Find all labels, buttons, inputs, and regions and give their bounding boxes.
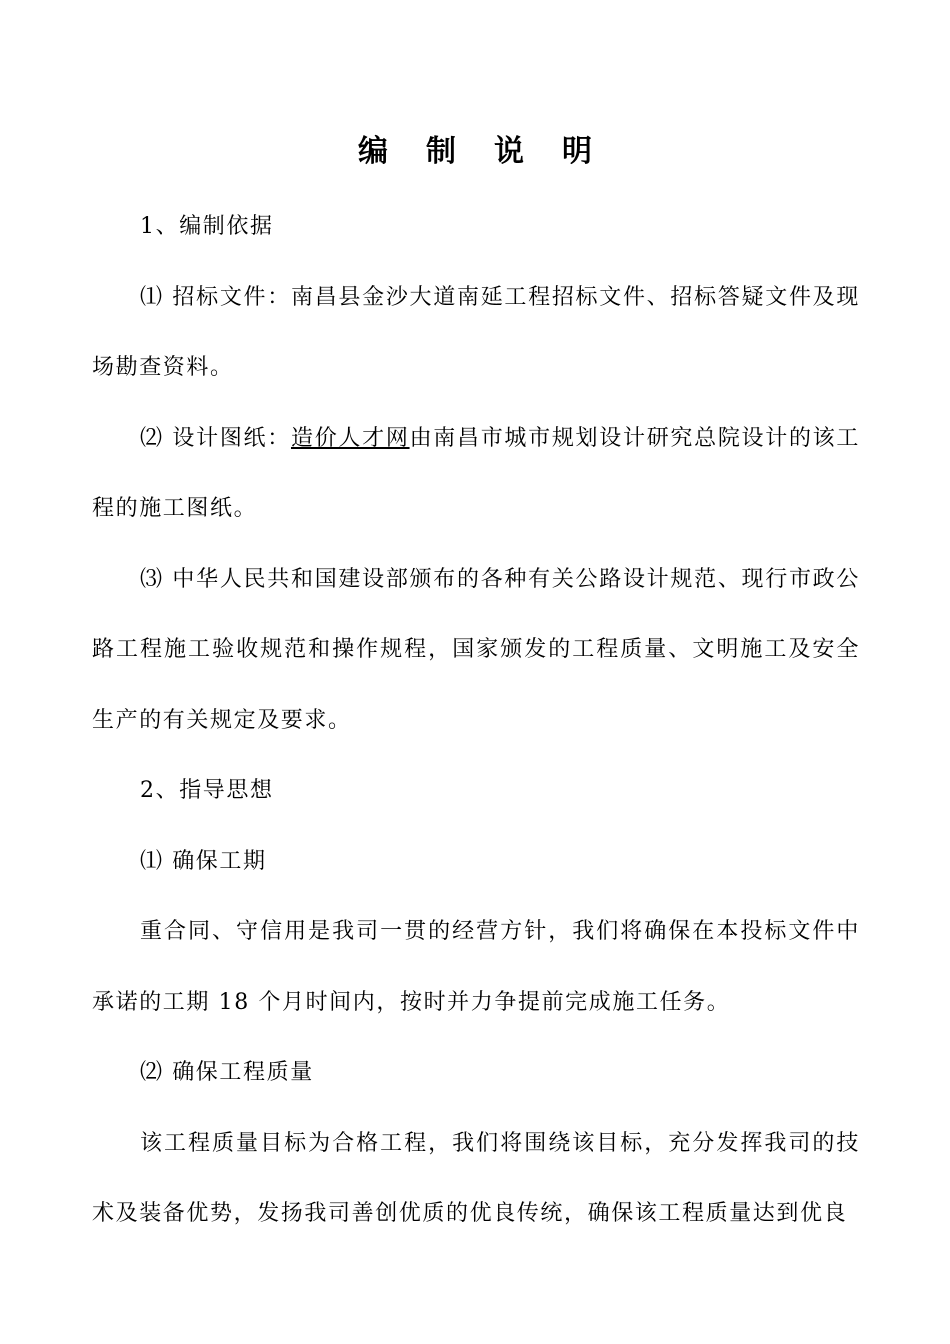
document-title: 编制说明 (358, 134, 630, 169)
subheading-quality: ⑵ 确保工程质量 (140, 1060, 314, 1085)
subheading-schedule: ⑴ 确保工期 (140, 848, 267, 874)
design-drawings-suffix: 由南昌市城市规划设计研究总院设计的该工程的施工图纸。 (92, 425, 860, 521)
cost-talent-link[interactable]: 造价人才网 (290, 425, 410, 451)
section-heading-basis: 1、编制依据 (140, 214, 274, 239)
document-body (92, 192, 860, 1250)
paragraph-tender-documents: ⑴ 招标文件：南昌县金沙大道南延工程招标文件、招标答疑文件及现场勘查资料。 (92, 284, 860, 380)
paragraph-design-drawings (92, 404, 860, 545)
paragraph-quality: 该工程质量目标为合格工程，我们将围绕该目标，充分发挥我司的技术及装备优势，发扬我司善创优质的优良传统，确保该工程质量达到优良 (92, 1130, 860, 1226)
design-drawings-prefix: ⑵ 设计图纸： (140, 425, 291, 451)
section-heading-guiding-ideas: 2、指导思想 (140, 778, 274, 803)
paragraph-schedule: 重合同、守信用是我司一贯的经营方针，我们将确保在本投标文件中承诺的工期 18 个月时间内，按时并力争提前完成施工任务。 (92, 919, 860, 1015)
paragraph-regulations: ⑶ 中华人民共和国建设部颁布的各种有关公路设计规范、现行市政公路工程施工验收规范和操作规程，国家颁发的工程质量、文明施工及安全生产的有关规定及要求。 (92, 566, 860, 733)
